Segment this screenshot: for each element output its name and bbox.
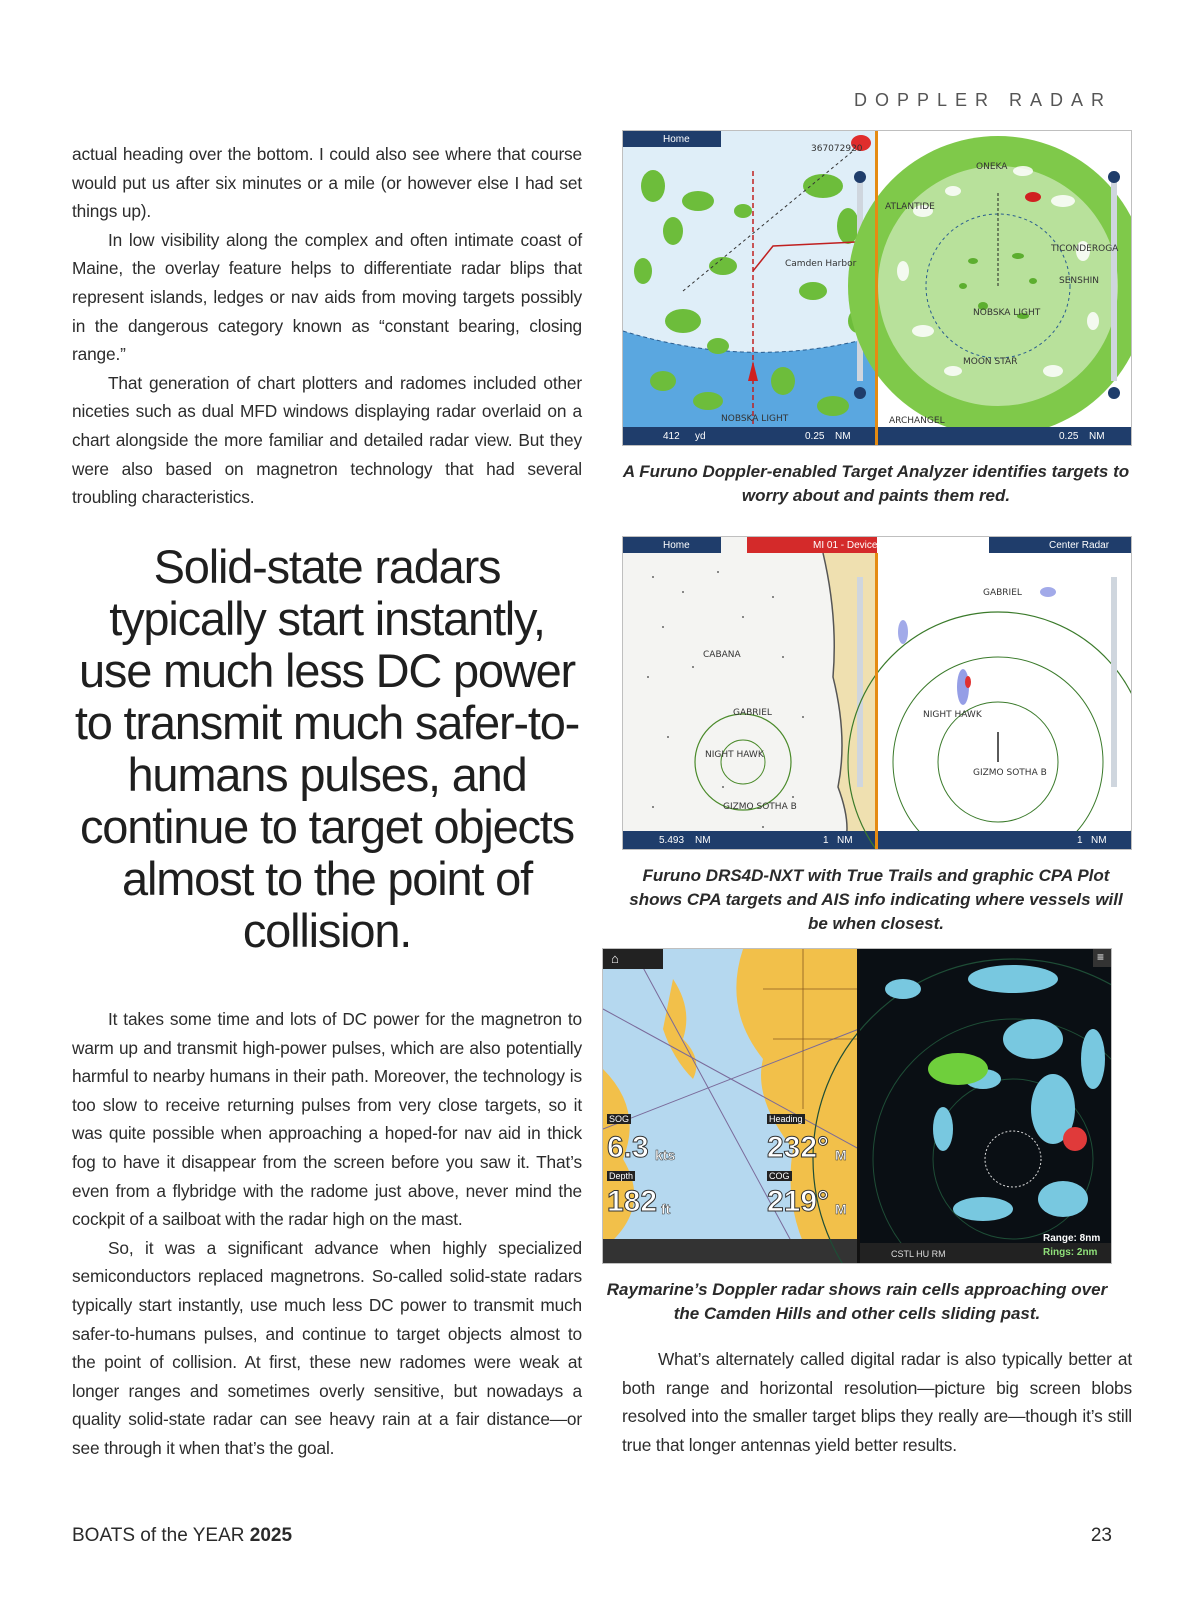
radar-range: Range: 8nm [1043, 1233, 1101, 1244]
cog-mag: M [835, 1201, 847, 1217]
range-readout: 5.493 [659, 835, 685, 846]
radar-mode-status: CSTL HU RM [891, 1249, 946, 1259]
figure-image [602, 948, 1112, 1264]
scale-unit: NM [837, 835, 853, 846]
publication-name: BOATS of the YEAR [72, 1525, 245, 1546]
paragraph: That generation of chart plotters and radomes included other niceties such as dual MFD windows displaying radar overlaid on a chart alongside the more familiar and detailed radar view. But they were also based on magnetron technology that had several troubling characteristics. [72, 372, 582, 508]
heading-mag: M [835, 1147, 847, 1163]
figure-image [622, 536, 1132, 850]
depth-label: Depth [609, 1171, 634, 1181]
paragraph: What’s alternately called digital radar is also typically better at both range and horizontal resolution—picture big screen blobs resolved into the smaller target blips they really are—though it’s still true that longer antennas yield better results. [622, 1349, 1132, 1455]
figure-furuno-cpa-plot [622, 536, 1130, 936]
radar-target-label: GIZMO SOTHA B [973, 768, 1047, 778]
scale-readout: 0.25 [805, 431, 825, 442]
radar-scale-unit: NM [1089, 431, 1105, 442]
heading-label: Heading [769, 1114, 803, 1124]
scale-unit: NM [835, 431, 851, 442]
radar-target-label: SENSHIN [1059, 276, 1099, 286]
scale-readout: 1 [823, 835, 829, 846]
page-number: 23 [1090, 1525, 1112, 1546]
radar-screenshot [603, 949, 1111, 1263]
figure-image [622, 130, 1132, 446]
radar-scale-readout: 1 [1077, 835, 1083, 846]
range-unit: yd [695, 431, 706, 442]
range-unit: NM [695, 835, 711, 846]
home-button[interactable]: Home [663, 540, 690, 551]
article-body-bottom [72, 1005, 582, 1463]
speed-value: 6.3 [607, 1131, 649, 1164]
ais-target-id: 367072920 [811, 144, 863, 154]
section-header: DOPPLER RADAR [853, 90, 1112, 110]
radar-target-label: NOBSKA LIGHT [973, 308, 1041, 318]
radar-target-label: NIGHT HAWK [923, 710, 982, 720]
paragraph: In low visibility along the complex and often intimate coast of Maine, the overlay feature helps to differentiate radar blips that represent islands, ledges or nav aids from moving targets possibly in the dangerous category known as “constant bearing, closing range.” [72, 229, 582, 365]
figure-furuno-target-analyzer [622, 130, 1130, 508]
radar-rings: Rings: 2nm [1043, 1247, 1098, 1258]
center-radar-button[interactable]: Center Radar [1049, 540, 1110, 551]
radar-screenshot [623, 131, 1131, 445]
figure-raymarine-doppler [602, 948, 1112, 1326]
paragraph: So, it was a significant advance when highly specialized semiconductors replaced magnetrons. So-called solid-state radars typically start instantly, use much less DC power to transmit much safer-to-humans pulses, and continue to target objects almost to the point of collision. At first, these new radomes were weak at longer ranges and sometimes overly sensitive, but nowadays a quality solid-state radar can see heavy rain at a fair distance—or see through it when that’s the goal. [72, 1237, 582, 1458]
home-button[interactable]: Home [663, 134, 690, 145]
range-readout: 412 [663, 431, 680, 442]
chart-target-label: NIGHT HAWK [705, 750, 764, 760]
radar-target-label: ARCHANGEL [889, 416, 945, 426]
speed-unit: kts [655, 1147, 676, 1163]
depth-value: 182 [607, 1185, 658, 1218]
radar-target-label: ONEKA [976, 162, 1008, 172]
cog-label: COG [769, 1171, 790, 1181]
chart-target-label: GIZMO SOTHA B [723, 802, 797, 812]
heading-value: 232° [767, 1131, 830, 1164]
radar-scale-readout: 0.25 [1059, 431, 1079, 442]
depth-unit: ft [661, 1201, 671, 1217]
chart-target-label: GABRIEL [733, 708, 772, 718]
figure-caption: Raymarine’s Doppler radar shows rain cells approaching over the Camden Hills and other cells sliding past. [606, 1280, 1108, 1323]
chart-label: Camden Harbor [785, 259, 857, 269]
radar-target-label: TICONDEROGA [1051, 244, 1119, 254]
paragraph: actual heading over the bottom. I could also see where that course would put us after six minutes or a mile (or however else I had set things up). [72, 144, 582, 222]
radar-target-label: MOON STAR [963, 357, 1018, 367]
footer-publication [72, 1525, 292, 1547]
radar-target-label: GABRIEL [983, 588, 1022, 598]
home-icon[interactable]: ⌂ [611, 951, 619, 966]
cog-value: 219° [767, 1185, 830, 1218]
menu-icon[interactable]: ≡ [1097, 950, 1105, 964]
figure-caption: A Furuno Doppler-enabled Target Analyzer identifies targets to worry about and paints them red. [622, 462, 1130, 505]
paragraph: It takes some time and lots of DC power for the magnetron to warm up and transmit high-power pulses, which are also potentially harmful to nearby humans in their path. Moreover, the technology is too slow to receive returning pulses from very close targets, so it was quite possible when approaching a hoped-for nav aid in thick fog to have it disappear from the screen before you saw it. That’s even from a flybridge with the radome just above, never mind the cockpit of a sailboat with the radar high on the mast. [72, 1009, 582, 1230]
article-body-top [72, 140, 582, 512]
chart-target-label: CABANA [703, 650, 741, 660]
radar-target-label: ATLANTIDE [885, 202, 935, 212]
article-body-right [622, 1345, 1132, 1459]
pull-quote: Solid-state radars typically start instantly, use much less DC power to transmit much safer-to-humans pulses, and continue to target objects almost to the point of collision. [74, 540, 580, 957]
figure-caption: Furuno DRS4D-NXT with True Trails and graphic CPA Plot shows CPA targets and AIS info indicating where vessels will be when closest. [629, 866, 1123, 933]
publication-year: 2025 [249, 1525, 293, 1546]
sog-label: SOG [609, 1114, 630, 1124]
nav-light-label: NOBSKA LIGHT [721, 414, 789, 424]
radar-scale-unit: NM [1091, 835, 1107, 846]
device-missing-alert[interactable]: MI 01 - Device Missing - MI 01 [813, 540, 949, 551]
radar-screenshot [623, 537, 1131, 849]
